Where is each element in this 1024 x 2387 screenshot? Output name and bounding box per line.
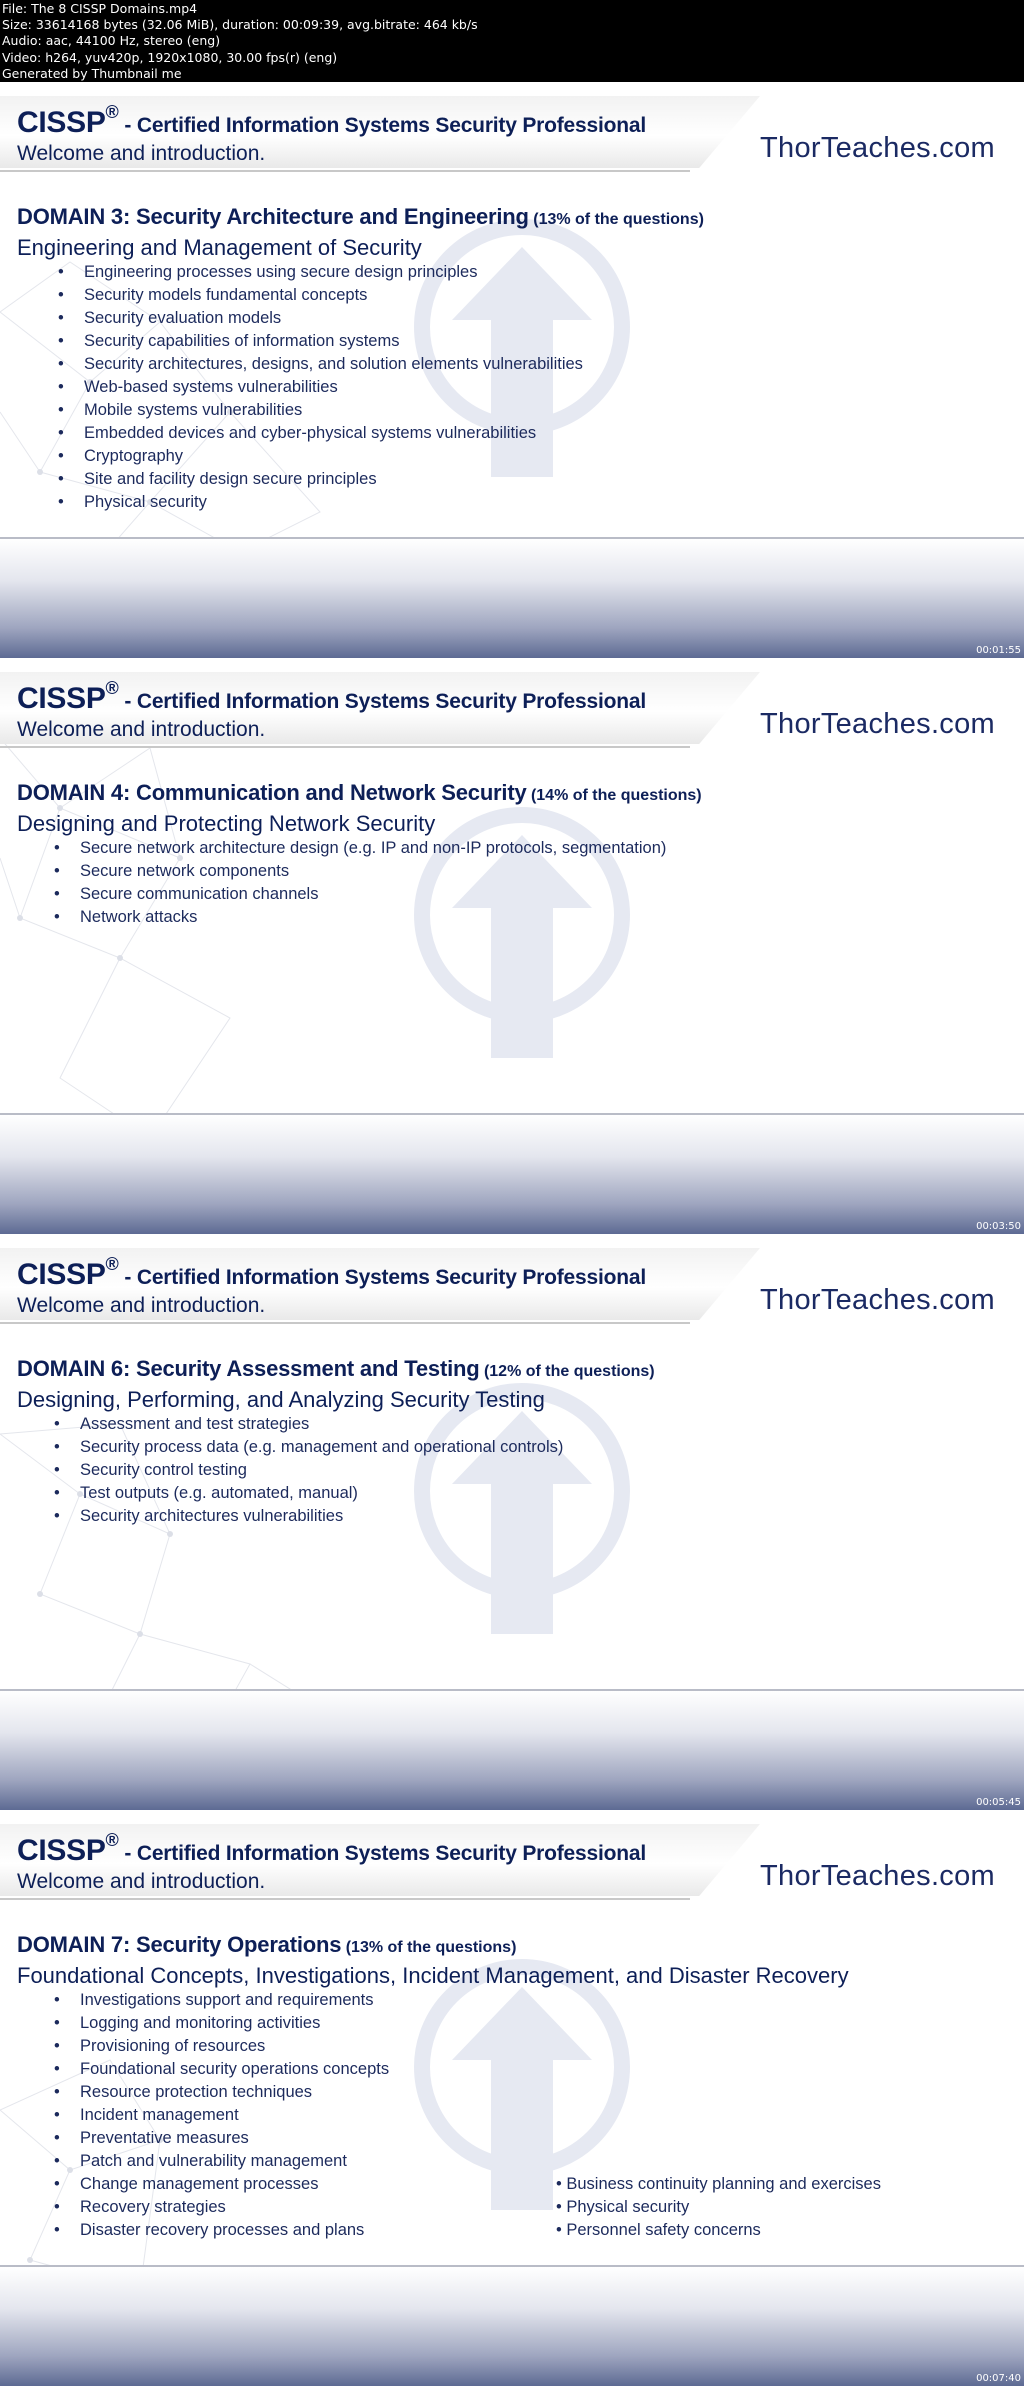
domain-subheading: Engineering and Management of Security <box>17 235 422 260</box>
list-item: • Network attacks <box>80 906 666 929</box>
course-title: CISSP® - Certified Information Systems Security Professional <box>17 1830 646 1867</box>
footer-band <box>0 539 1024 658</box>
list-item: • Physical security <box>556 2198 690 2216</box>
list-item: • Security architectures, designs, and solution elements vulnerabilities <box>84 353 583 376</box>
site-logo-text: ThorTeaches.com <box>760 132 995 164</box>
list-item: • Secure network components <box>80 860 666 883</box>
domain-subheading: Foundational Concepts, Investigations, Incident Management, and Disaster Recovery <box>17 1963 849 1988</box>
list-item: • Incident management <box>80 2104 389 2127</box>
list-item: • Security evaluation models <box>84 307 583 330</box>
list-item: • Security capabilities of information systems <box>84 330 583 353</box>
domain-heading: DOMAIN 7: Security Operations (13% of the questions) <box>17 1932 517 1957</box>
course-subtitle: Welcome and introduction. <box>17 718 266 741</box>
list-item: • Logging and monitoring activities <box>80 2012 389 2035</box>
list-item: • Cryptography <box>84 445 583 468</box>
site-logo-text: ThorTeaches.com <box>760 1860 995 1892</box>
course-title: CISSP® - Certified Information Systems Security Professional <box>17 1254 646 1291</box>
list-item: • Foundational security operations concepts <box>80 2058 389 2081</box>
file-info-header <box>0 0 1024 82</box>
header-divider <box>0 746 690 748</box>
course-title: CISSP® - Certified Information Systems Security Professional <box>17 102 646 139</box>
timestamp: 00:07:40 <box>976 2373 1021 2384</box>
file-info-line: Video: h264, yuv420p, 1920x1080, 30.00 fps(r) (eng) <box>2 49 338 65</box>
list-item: • Secure network architecture design (e.g. IP and non-IP protocols, segmentation) <box>80 837 666 860</box>
list-item: • Test outputs (e.g. automated, manual) <box>80 1482 563 1505</box>
list-item: • Mobile systems vulnerabilities <box>84 399 583 422</box>
domain-heading: DOMAIN 4: Communication and Network Security (14% of the questions) <box>17 780 702 805</box>
list-item: • Security process data (e.g. management and operational controls) <box>80 1436 563 1459</box>
list-item: • Web-based systems vulnerabilities <box>84 376 583 399</box>
topic-list <box>84 261 583 514</box>
topic-list-secondary <box>556 2173 881 2242</box>
file-info-line: Audio: aac, 44100 Hz, stereo (eng) <box>2 33 221 49</box>
course-subtitle: Welcome and introduction. <box>17 1294 266 1317</box>
footer-band <box>0 1691 1024 1810</box>
header-divider <box>0 170 690 172</box>
list-item: • Recovery strategies <box>80 2196 389 2219</box>
list-item: • Change management processes <box>80 2173 389 2196</box>
header-divider <box>0 1322 690 1324</box>
file-info-line: Size: 33614168 bytes (32.06 MiB), duration: 00:09:39, avg.bitrate: 464 kb/s <box>2 17 478 33</box>
course-subtitle: Welcome and introduction. <box>17 142 266 165</box>
topic-list <box>80 837 666 929</box>
list-item: • Security architectures vulnerabilities <box>80 1505 563 1528</box>
video-frame-2 <box>0 658 1024 1234</box>
video-frame-3 <box>0 1234 1024 1810</box>
list-item: • Security control testing <box>80 1459 563 1482</box>
file-info-line: Generated by Thumbnail me <box>2 65 182 81</box>
list-item: • Patch and vulnerability management <box>80 2150 389 2173</box>
topic-list <box>80 1989 389 2242</box>
list-item: • Security models fundamental concepts <box>84 284 583 307</box>
domain-heading: DOMAIN 6: Security Assessment and Testing (12% of the questions) <box>17 1356 655 1381</box>
header-divider <box>0 1898 690 1900</box>
list-item: • Disaster recovery processes and plans <box>80 2219 389 2242</box>
timestamp: 00:03:50 <box>976 1221 1021 1232</box>
list-item: • Investigations support and requirements <box>80 1989 389 2012</box>
domain-subheading: Designing and Protecting Network Security <box>17 811 436 836</box>
footer-band <box>0 1115 1024 1234</box>
list-item: • Embedded devices and cyber-physical systems vulnerabilities <box>84 422 583 445</box>
timestamp: 00:01:55 <box>976 645 1021 656</box>
list-item: • Physical security <box>84 491 583 514</box>
footer-band <box>0 2267 1024 2386</box>
course-subtitle: Welcome and introduction. <box>17 1870 266 1893</box>
file-info-line: File: The 8 CISSP Domains.mp4 <box>2 1 198 16</box>
list-item: • Personnel safety concerns <box>556 2221 761 2239</box>
site-logo-text: ThorTeaches.com <box>760 708 995 740</box>
site-logo-text: ThorTeaches.com <box>760 1284 995 1316</box>
topic-list <box>80 1413 563 1528</box>
list-item: • Preventative measures <box>80 2127 389 2150</box>
video-frame-1 <box>0 82 1024 658</box>
timestamp: 00:05:45 <box>976 1797 1021 1808</box>
list-item: • Provisioning of resources <box>80 2035 389 2058</box>
list-item: • Assessment and test strategies <box>80 1413 563 1436</box>
list-item: • Business continuity planning and exercises <box>556 2175 881 2193</box>
list-item: • Secure communication channels <box>80 883 666 906</box>
domain-subheading: Designing, Performing, and Analyzing Security Testing <box>17 1387 545 1412</box>
list-item: • Site and facility design secure principles <box>84 468 583 491</box>
list-item: • Resource protection techniques <box>80 2081 389 2104</box>
list-item: • Engineering processes using secure design principles <box>84 261 583 284</box>
course-title: CISSP® - Certified Information Systems Security Professional <box>17 678 646 715</box>
domain-heading: DOMAIN 3: Security Architecture and Engineering (13% of the questions) <box>17 204 704 229</box>
video-frame-4 <box>0 1810 1024 2386</box>
